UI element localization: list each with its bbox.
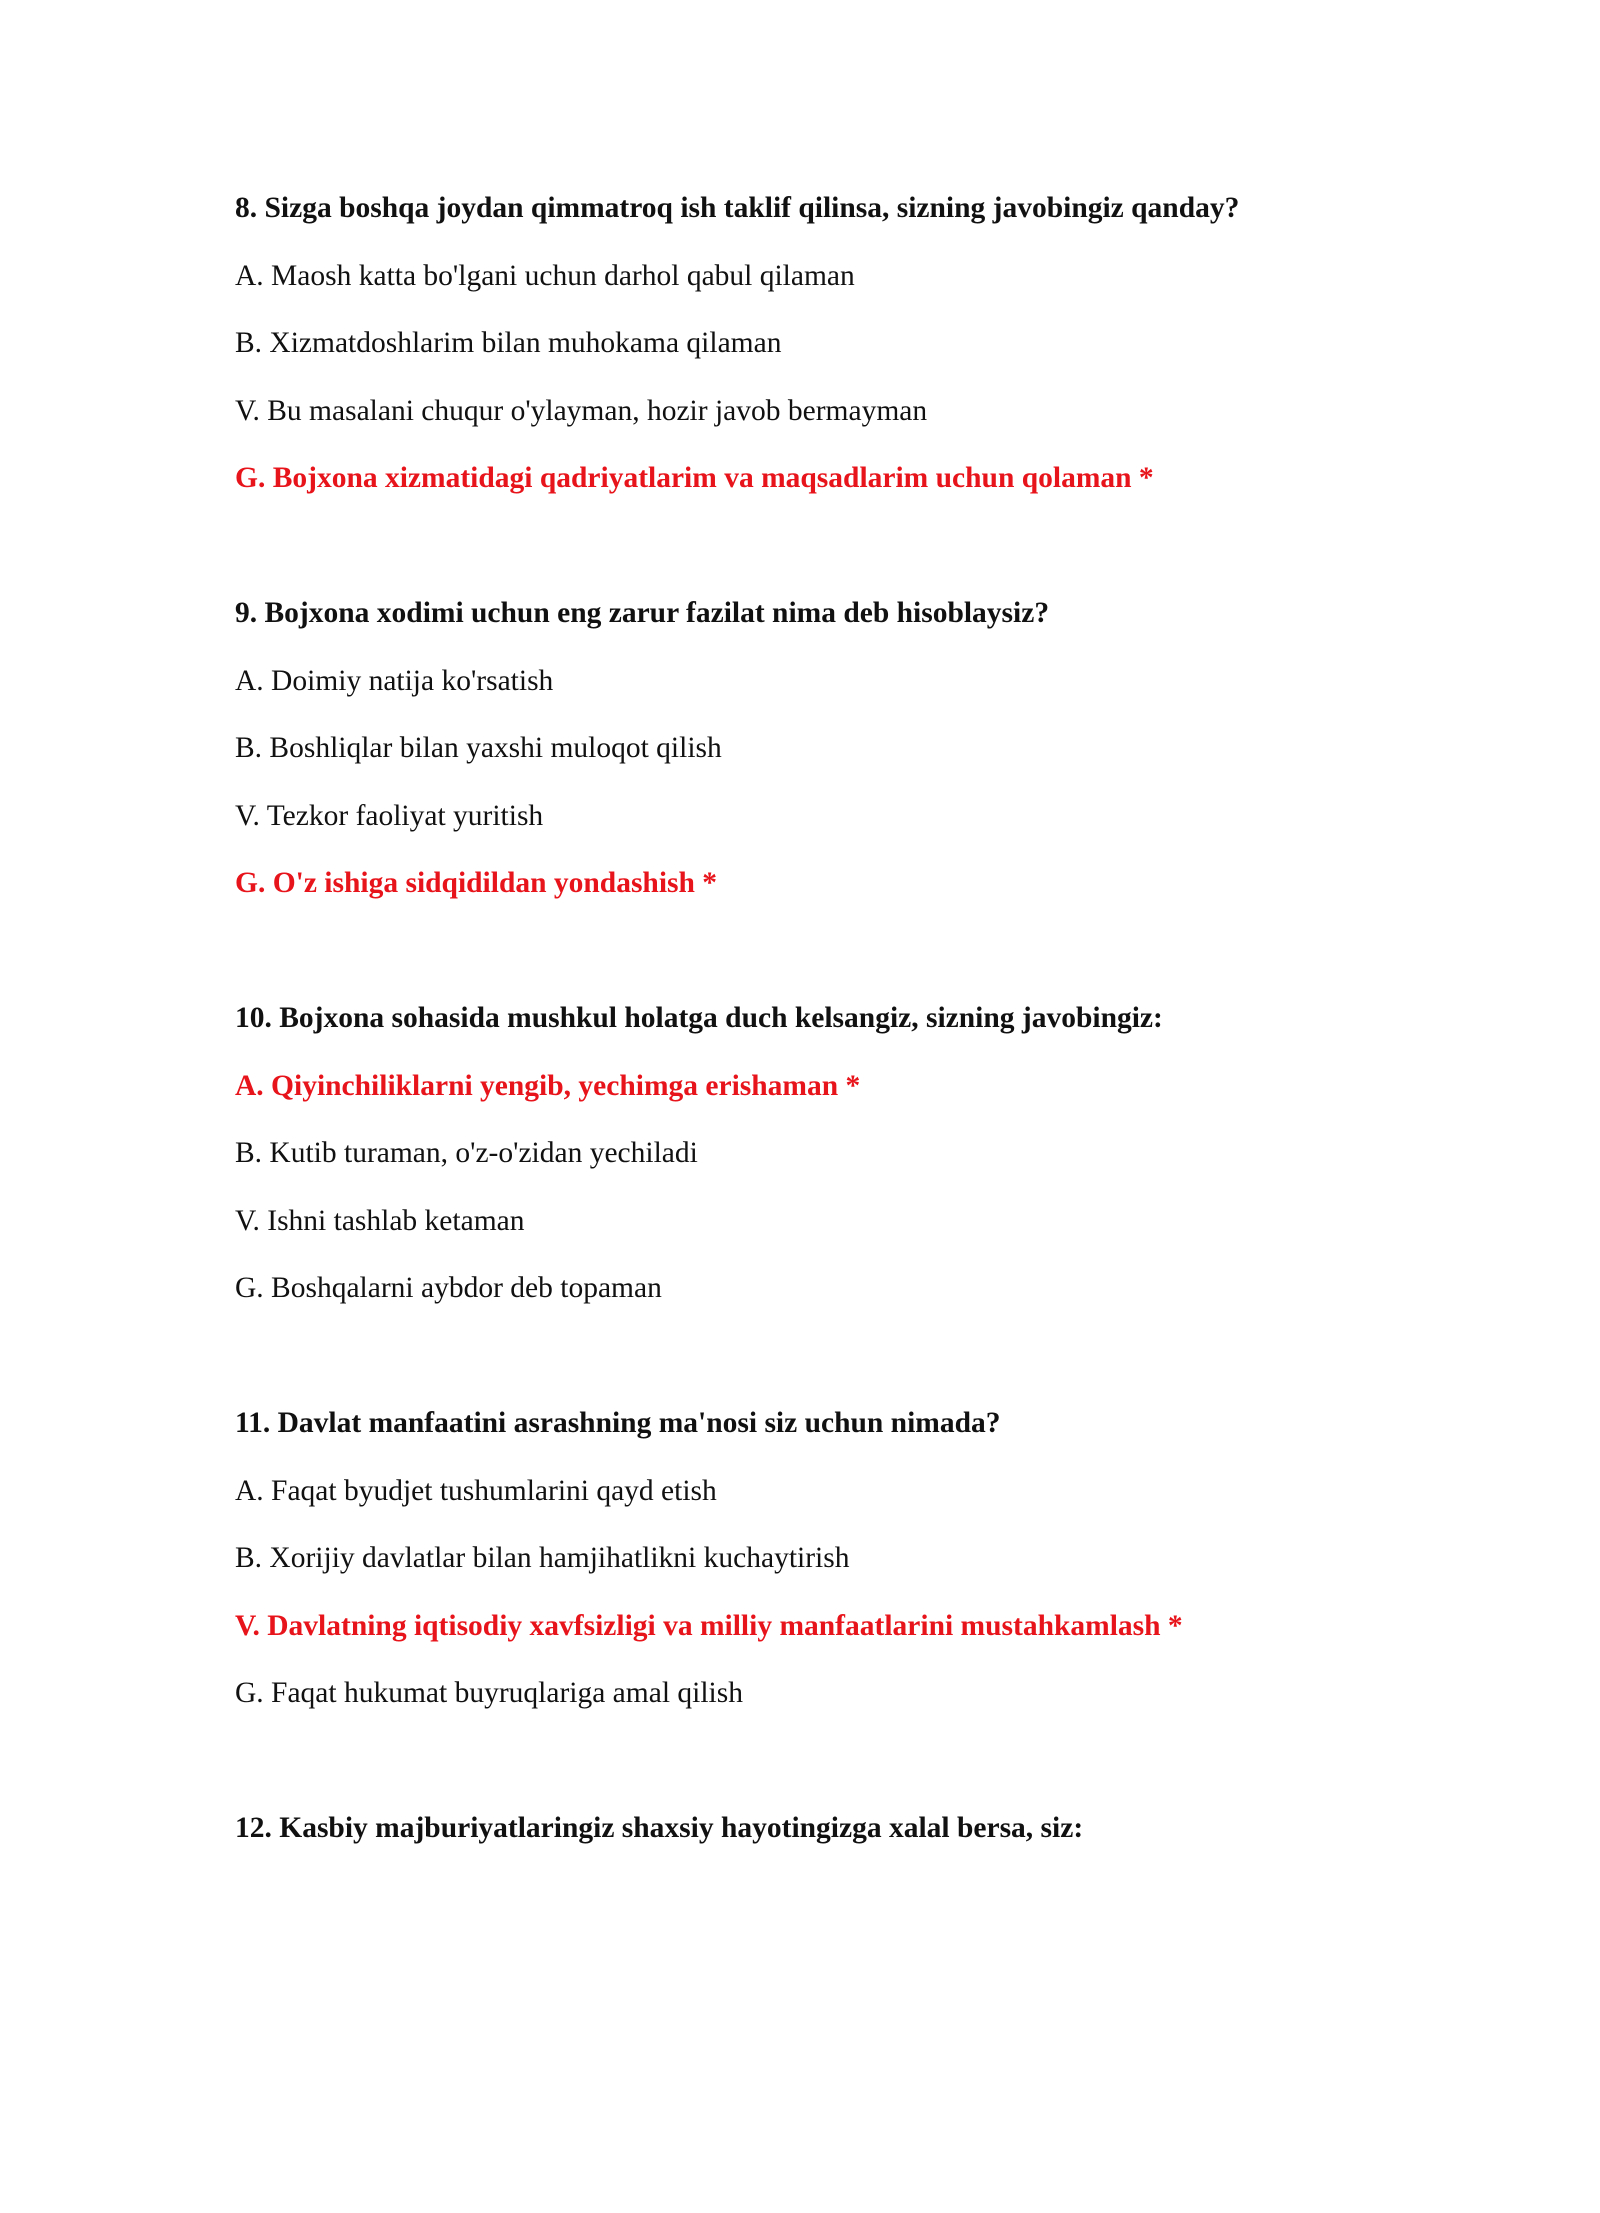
answer-option-g: G. Faqat hukumat buyruqlariga amal qilish (235, 1677, 743, 1709)
answer-option-a: A. Doimiy natija ko'rsatish (235, 664, 554, 697)
question-11 (235, 1403, 1395, 1808)
question-8 (235, 188, 1395, 593)
question-12 (235, 1808, 1395, 2213)
question-title: 8. Sizga boshqa joydan qimmatroq ish taklif qilinsa, sizning javobingiz qanday? (235, 192, 1240, 224)
question-10 (235, 998, 1395, 1403)
correct-answer-option-g: G. O'z ishiga sidqidildan yondashish * (235, 867, 718, 899)
answer-option-g: G. Boshqalarni aybdor deb topaman (235, 1272, 662, 1304)
answer-option-b: B. Xizmatdoshlarim bilan muhokama qilaman (235, 327, 782, 359)
correct-answer-option-g: G. Bojxona xizmatidagi qadriyatlarim va maqsadlarim uchun qolaman * (235, 462, 1154, 494)
question-title: 11. Davlat manfaatini asrashning ma'nosi siz uchun nimada? (235, 1407, 1001, 1439)
answer-option-b: B. Boshliqlar bilan yaxshi muloqot qilish (235, 732, 722, 764)
answer-option-v: V. Ishni tashlab ketaman (235, 1204, 525, 1237)
question-title: 9. Bojxona xodimi uchun eng zarur fazilat nima deb hisoblaysiz? (235, 597, 1050, 629)
answer-option-b: B. Xorijiy davlatlar bilan hamjihatlikni kuchaytirish (235, 1542, 850, 1574)
question-title: 10. Bojxona sohasida mushkul holatga duch kelsangiz, sizning javobingiz: (235, 1002, 1163, 1034)
correct-answer-option-v: V. Davlatning iqtisodiy xavfsizligi va milliy manfaatlarini mustahkamlash * (235, 1609, 1183, 1642)
document-page (235, 188, 1395, 2213)
answer-option-v: V. Tezkor faoliyat yuritish (235, 799, 544, 832)
question-9 (235, 593, 1395, 998)
correct-answer-option-a: A. Qiyinchiliklarni yengib, yechimga erishaman * (235, 1069, 861, 1102)
answer-option-a: A. Faqat byudjet tushumlarini qayd etish (235, 1474, 717, 1507)
question-title: 12. Kasbiy majburiyatlaringiz shaxsiy hayotingizga xalal bersa, siz: (235, 1812, 1084, 1844)
answer-option-b: B. Kutib turaman, o'z-o'zidan yechiladi (235, 1137, 698, 1169)
answer-option-a: A. Maosh katta bo'lgani uchun darhol qabul qilaman (235, 259, 855, 292)
answer-option-v: V. Bu masalani chuqur o'ylayman, hozir javob bermayman (235, 394, 928, 427)
